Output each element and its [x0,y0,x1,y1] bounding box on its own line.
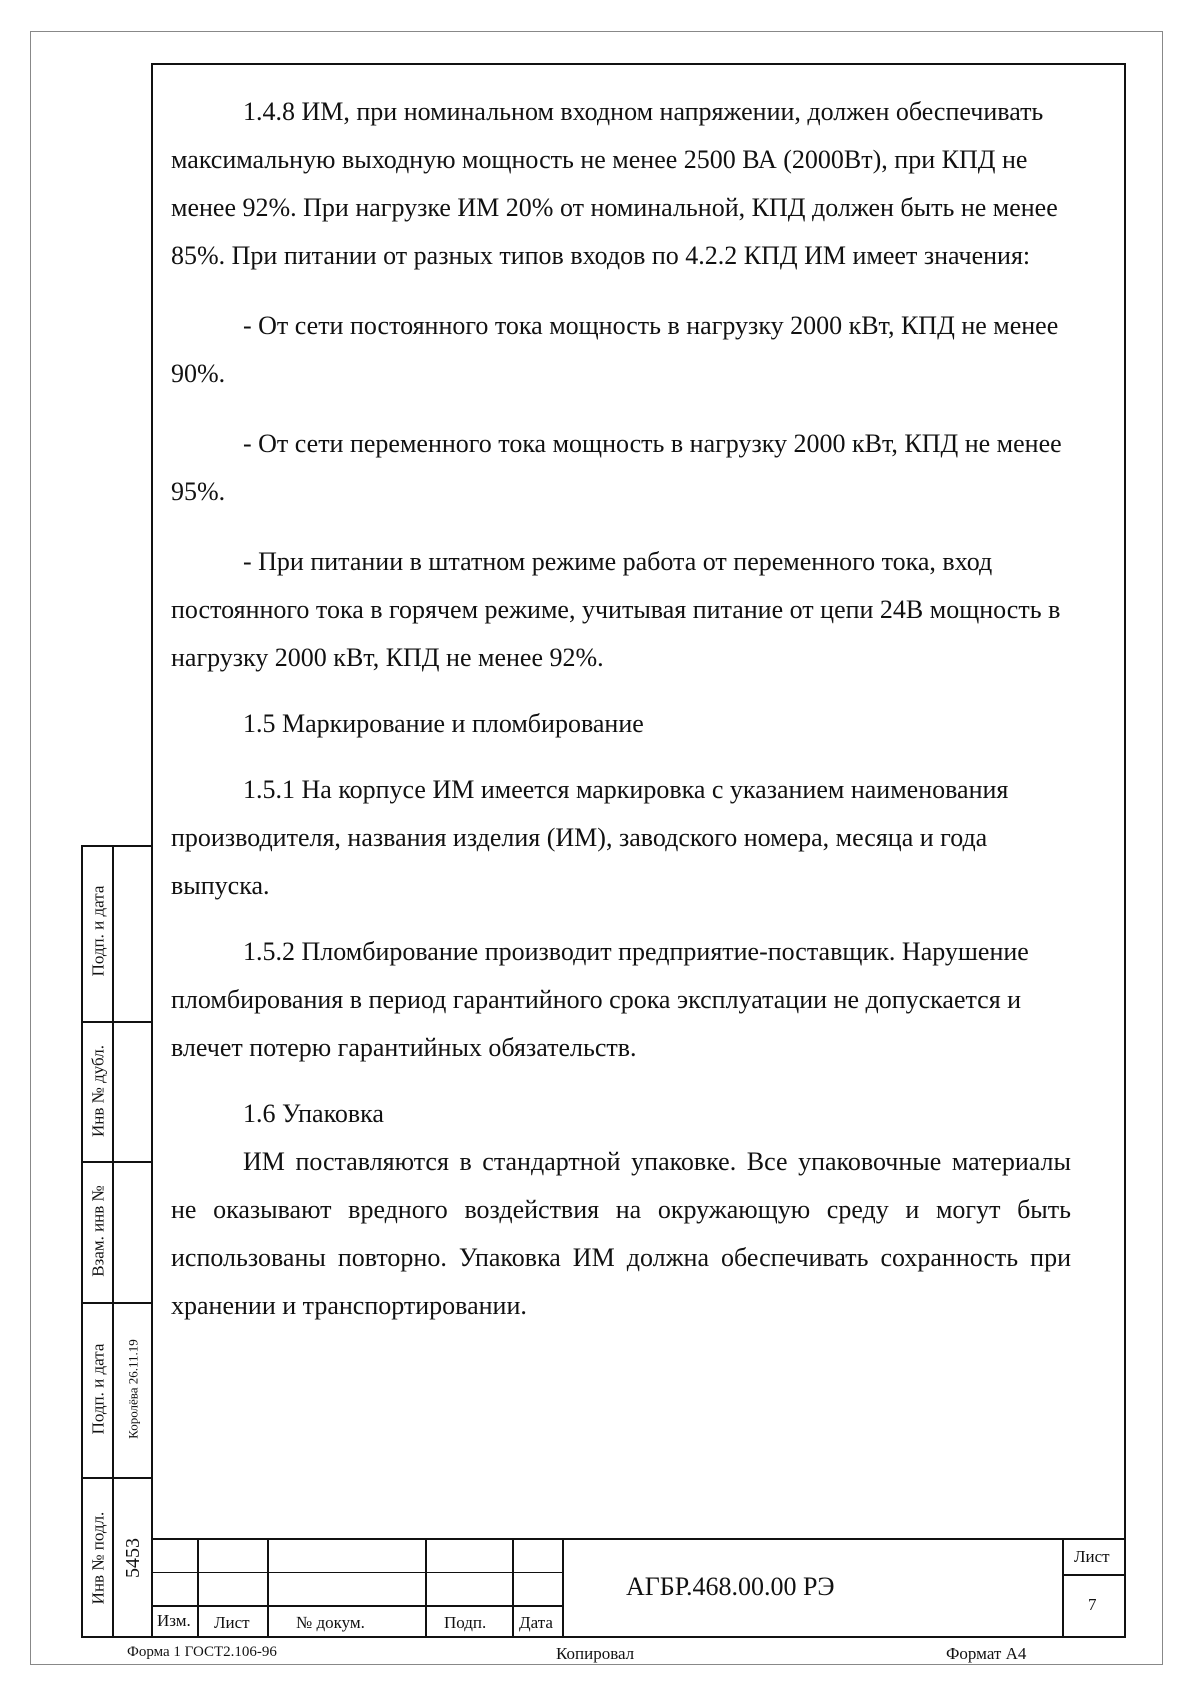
paragraph-1-5-1: 1.5.1 На корпусе ИМ имеется маркировка с указанием наименования производителя, названия изделия (ИМ), заводского номера, месяца и года выпуска. [171,775,1009,900]
footer-form: Форма 1 ГОСТ2.106-96 [127,1644,277,1660]
title-block-col-line [267,1540,269,1638]
sheet-label: Лист [1074,1547,1110,1566]
paragraph-normal-mode: - При питании в штатном режиме работа от переменного тока, вход постоянного тока в горячем режиме, учитывая питание от цепи 24В мощность в нагрузку 2000 кВт, КПД не менее 92%. [171,547,1061,672]
side-stamp-strip [81,845,151,1638]
side-label-vzam-inv: Взам. инв № [88,1185,108,1277]
side-strip-row-line [83,1477,151,1479]
title-block-col-line [425,1540,427,1638]
title-block-col-podp: Подп. [444,1613,487,1632]
title-block-col-line [1062,1540,1064,1638]
title-block-row-line [1062,1574,1126,1576]
document-code: АГБР.468.00.00 РЭ [626,1572,835,1601]
side-strip-row-line [83,1161,151,1163]
side-label-podp-data-top: Подп. и дата [88,885,108,977]
side-strip-row-line [83,1302,151,1304]
title-block [151,1538,1126,1638]
heading-1-5: 1.5 Маркирование и пломбирование [243,709,644,738]
side-label-inv-dubl: Инв № дубл. [88,1044,108,1138]
title-block-col-dokum: № докум. [296,1613,365,1632]
paragraph-1-6: ИМ поставляются в стандартной упаковке. Все упаковочные материалы не оказывают вредного воздействия на окружающую среду и могут быть использованы повторно. Упаковка ИМ должна обеспечивать сохранность при хранении и транспортировании. [171,1147,1071,1320]
title-block-col-line [512,1540,514,1638]
title-block-row-line [151,1605,562,1607]
paragraph-dc-network: - От сети постоянного тока мощность в нагрузку 2000 кВт, КПД не менее 90%. [171,311,1059,388]
side-label-inv-podl: Инв № подл. [88,1511,108,1605]
title-block-col-data: Дата [519,1613,553,1632]
paragraph-ac-network: - От сети переменного тока мощность в нагрузку 2000 кВт, КПД не менее 95%. [171,429,1062,506]
footer-format: Формат А4 [946,1644,1027,1663]
footer-copied: Копировал [556,1644,635,1663]
side-strip-row-line [83,1021,151,1023]
heading-1-6: 1.6 Упаковка [243,1099,384,1128]
side-signature-date: Королёва 26.11.19 [125,1339,141,1439]
title-block-col-list: Лист [214,1613,250,1632]
document-body [171,88,1071,1330]
title-block-row-line [151,1572,562,1573]
title-block-col-izm: Изм. [157,1611,191,1630]
side-label-podp-data-bottom: Подп. и дата [88,1343,108,1435]
title-block-col-line [197,1540,199,1638]
paragraph-1-5-2: 1.5.2 Пломбирование производит предприятие-поставщик. Нарушение пломбирования в период гарантийного срока эксплуатации не допускается и влечет потерю гарантийных обязательств. [171,937,1029,1062]
side-strip-divider [112,847,114,1636]
title-block-col-line [562,1540,564,1638]
paragraph-1-4-8: 1.4.8 ИМ, при номинальном входном напряжении, должен обеспечивать максимальную выходную мощность не менее 2500 ВА (2000Вт), при КПД не менее 92%. При нагрузке ИМ 20% от номинальной, КПД должен быть не менее 85%. При питании от разных типов входов по 4.2.2 КПД ИМ имеет значения: [171,97,1058,270]
sheet-number: 7 [1088,1595,1097,1614]
side-inv-number: 5453 [122,1538,144,1578]
